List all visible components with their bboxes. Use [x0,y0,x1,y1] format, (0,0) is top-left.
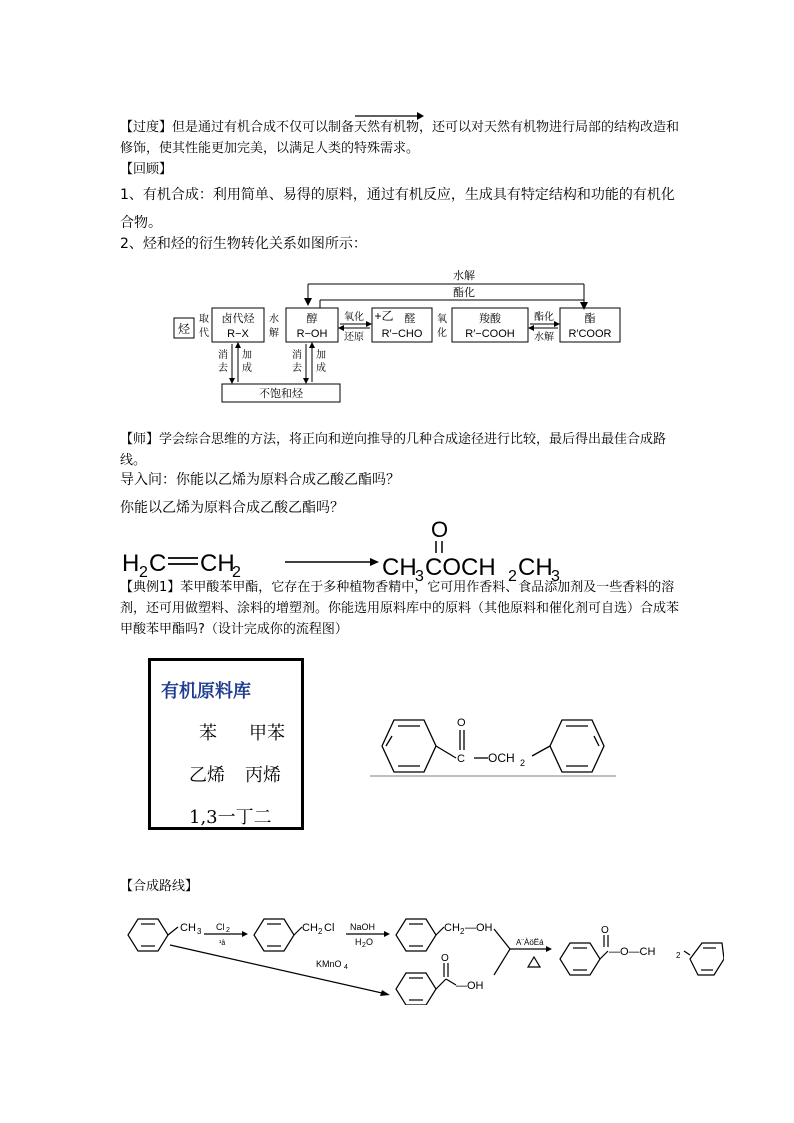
route-ch2oh-ch: CH [444,922,460,934]
route-sub3: 3 [197,927,202,936]
diag-sub-1: 取 [199,314,209,325]
diag-cooh: R′−COOH [465,328,515,340]
route-acid-oh: —OH [456,980,484,992]
route-h2o-h: H [355,937,362,947]
stray-arrow [355,110,425,122]
diag-top2: 酯化 [453,287,475,299]
eq-sub2b: 2 [232,564,241,581]
diag-est-label: 酯化 [534,312,554,323]
diag-sub-2: 代 [199,328,209,339]
eq-sub2a: 2 [139,564,148,581]
route-kmno4-sub: 4 [344,964,348,971]
route-h2o-sub: 2 [362,942,366,949]
eq-r3: COCH [425,554,496,581]
diag-add-3: 加 [316,350,326,361]
ethylene-equation [120,515,570,585]
eq-r6: 3 [551,568,560,585]
ester-c: C [457,753,465,765]
library-item-ethylene: 乙烯 [189,765,225,786]
route-sub-cl2: 2 [226,927,230,934]
diag-red-label: 还原 [344,332,364,343]
diag-elim-1: 消 [218,350,228,361]
route-ester-o: O [601,925,609,936]
diag-elim-4: 去 [292,363,302,374]
diag-rx: R−X [227,328,249,340]
library-title: 有机原料库 [161,681,251,702]
question: 你能以乙烯为原料合成乙酸乙酯吗？ [120,500,344,516]
diag-unsat: 不饱和烃 [259,388,303,400]
diag-roh: R−OH [296,328,328,340]
transition-paragraph: 【过度】但是通过有机合成不仅可以制备天然有机物，还可以对天然有机物进行局部的结构改造和修饰，使其性能更加完美，以满足人类的特殊需求。 [120,120,680,156]
diag-cho: R′−CHO [381,328,423,340]
ester-o: O [457,717,466,729]
diag-add-2: 成 [242,363,252,374]
route-cond3: A¨ÀöËá [516,938,544,947]
diag-hydro-2: 解 [269,328,279,339]
diag-hydro-1: 水 [269,314,279,325]
route-naoh: NaOH [350,922,376,932]
diag-coor-title: 酯 [584,313,596,325]
library-item-butadiene: 1,3一丁二 [189,807,272,828]
item-1-paragraph: 1、有机合成：利用简单、易得的原料，通过有机反应，生成具有特定结构和功能的有机化合物。 [120,187,675,231]
diag-hydrocarbon: 烃 [177,322,191,336]
route-ch2cl-sub: 2 [318,927,323,936]
route-ch2cl-ch: CH [302,922,318,934]
diag-add-4: 成 [316,363,326,374]
item-2-paragraph: 2、烃和烃的衍生物转化关系如图所示： [120,236,367,252]
diag-cooh-title: 羧酸 [479,313,501,325]
diag-hyd-label: 水解 [534,332,554,343]
route-cond1: ¹â [219,940,226,947]
eq-ch: CH [200,550,235,577]
route-cl2: Cl [216,922,225,932]
diag-coor: R′COOR [568,328,612,340]
benzyl-benzoate-structure [370,712,620,782]
diag-elim-2: 去 [218,363,228,374]
diag-ox2-2: 化 [437,328,447,339]
route-kmno4: KMnO [316,959,342,969]
material-library-box [148,658,304,830]
route-ester-chain: —O—CH [609,946,656,958]
diag-rx-title: 卤代烃 [221,313,255,325]
teacher-paragraph: 【师】学会综合思维的方法，将正向和逆向推导的几种合成途径进行比较，最后得出最佳合成路线。 [120,432,667,468]
route-heading: 【合成路线】 [120,879,199,894]
route-ch2oh-sub: 2 [460,927,465,936]
eq-r4: 2 [508,568,517,585]
diag-cho-title: 醛 [404,313,416,325]
library-item-benzene: 苯 [199,723,217,744]
ester-sub2: 2 [520,758,526,768]
eq-r5: CH [518,554,553,581]
route-acid-o: O [441,953,449,964]
diag-top1: 水解 [453,270,475,282]
example-paragraph: 【典例1】苯甲酸苯甲酯，它存在于多种植物香精中，它可用作香料、食品添加剂及一些香料的溶剂，还可用做塑料、涂料的增塑剂。你能选用原料库中的原料（其他原料和催化剂可自选）合成苯甲酸苯甲酯吗?（设计完成你的流程图） [120,580,680,637]
synthesis-route [124,905,724,1005]
eq-r1: CH [382,554,417,581]
eq-h: H [122,550,140,577]
eq-r2: 3 [415,568,424,585]
diag-elim-3: 消 [292,350,302,361]
route-ch3: CH [180,922,196,934]
diag-roh-title: 醇 [306,313,318,325]
review-heading: 【回顾】 [120,162,173,177]
eq-o: O [431,517,449,542]
library-item-propylene: 丙烯 [245,765,281,786]
diag-ox2-1: 氧 [437,314,447,325]
route-ch2oh-oh: —OH [465,922,493,934]
diag-ox-label: 氧化 [344,312,364,323]
diag-add-1: 加 [242,350,252,361]
route-ch2cl-cl: Cl [324,922,335,934]
route-ester-sub: 2 [676,951,681,960]
library-item-toluene: 甲苯 [249,723,285,744]
route-h2o-o: O [366,937,374,947]
eq-c: C [149,550,167,577]
ester-och2: OCH [488,751,515,765]
intro-question: 导入问：你能以乙烯为原料合成乙酸乙酯吗？ [120,472,400,488]
conversion-diagram [172,262,624,404]
diag-stray: +乙 [374,309,394,323]
